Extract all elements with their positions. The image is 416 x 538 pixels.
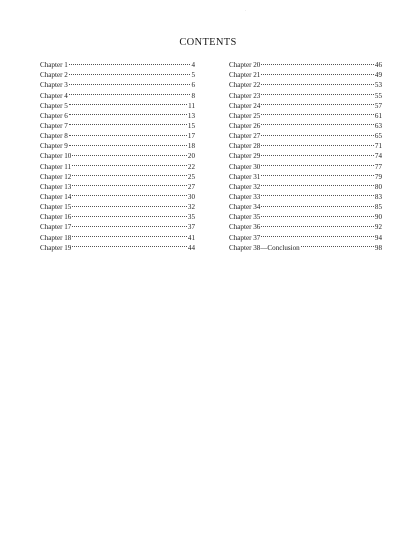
dot-leader xyxy=(261,128,374,138)
toc-entry-page-number: 77 xyxy=(374,162,382,171)
dot-leader xyxy=(72,240,187,250)
dot-leader xyxy=(72,219,187,229)
toc-entry-page-number: 5 xyxy=(191,71,195,80)
dot-leader xyxy=(261,229,374,239)
dot-leader xyxy=(261,219,374,229)
dot-leader xyxy=(72,229,187,239)
toc-entry-label: Chapter 33 xyxy=(229,192,261,201)
toc-entry-label: Chapter 6 xyxy=(40,111,68,120)
toc-entry-label: Chapter 8 xyxy=(40,132,68,141)
dot-leader xyxy=(69,108,187,118)
toc-entry-label: Chapter 25 xyxy=(229,111,261,120)
dot-leader xyxy=(72,209,187,219)
toc-entry-label: Chapter 22 xyxy=(229,81,261,90)
toc-entry-label: Chapter 12 xyxy=(40,172,72,181)
toc-right-column xyxy=(229,57,382,250)
dot-leader xyxy=(261,209,374,219)
toc-entry-page-number: 46 xyxy=(374,61,382,70)
toc-entry-page-number: 30 xyxy=(187,192,195,201)
dot-leader xyxy=(261,87,374,97)
toc-entry-page-number: 57 xyxy=(374,101,382,110)
toc-entry-page-number: 20 xyxy=(187,152,195,161)
toc-entry-label: Chapter 31 xyxy=(229,172,261,181)
dot-leader xyxy=(261,179,374,189)
dot-leader xyxy=(261,189,374,199)
toc-entry-label: Chapter 7 xyxy=(40,121,68,130)
toc-entry-page-number: 22 xyxy=(187,162,195,171)
toc-left-column xyxy=(40,57,195,250)
dot-leader xyxy=(261,57,374,67)
toc-entry-page-number: 18 xyxy=(187,142,195,151)
toc-entry-page-number: 8 xyxy=(191,91,195,100)
toc-entry-page-number: 37 xyxy=(187,223,195,232)
dot-leader xyxy=(261,77,374,87)
dot-leader xyxy=(261,67,374,77)
toc-entry-label: Chapter 23 xyxy=(229,91,261,100)
dot-leader xyxy=(69,67,191,77)
toc-entry-page-number: 83 xyxy=(374,192,382,201)
dot-leader xyxy=(261,98,374,108)
toc-entry-label: Chapter 29 xyxy=(229,152,261,161)
toc-entry-page-number: 94 xyxy=(374,233,382,242)
toc-entry-label: Chapter 34 xyxy=(229,203,261,212)
toc-entry-page-number: 90 xyxy=(374,213,382,222)
toc-entry-page-number: 79 xyxy=(374,172,382,181)
toc-entry-label: Chapter 24 xyxy=(229,101,261,110)
dot-leader xyxy=(261,169,374,179)
toc-entry xyxy=(229,57,382,70)
toc-entry-label: Chapter 19 xyxy=(40,243,72,252)
toc-entry-page-number: 35 xyxy=(187,213,195,222)
dot-leader xyxy=(72,199,187,209)
page-title: CONTENTS xyxy=(179,37,237,48)
toc-entry-label: Chapter 17 xyxy=(40,223,72,232)
toc-entry-label: Chapter 9 xyxy=(40,142,68,151)
toc-entry-label: Chapter 15 xyxy=(40,203,72,212)
toc-entry-page-number: 65 xyxy=(374,132,382,141)
dot-leader xyxy=(72,179,187,189)
dot-leader xyxy=(261,108,374,118)
toc-entry-page-number: 32 xyxy=(187,203,195,212)
toc-entry-page-number: 63 xyxy=(374,121,382,130)
toc-entry-label: Chapter 20 xyxy=(229,61,261,70)
toc-entry-label: Chapter 13 xyxy=(40,182,72,191)
dot-leader xyxy=(301,240,374,250)
toc-entry-page-number: 80 xyxy=(374,182,382,191)
dot-leader xyxy=(72,148,187,158)
toc-entry-page-number: 53 xyxy=(374,81,382,90)
toc-entry-label: Chapter 14 xyxy=(40,192,72,201)
toc-entry-label: Chapter 1 xyxy=(40,61,68,70)
toc-entry-page-number: 71 xyxy=(374,142,382,151)
dot-leader xyxy=(69,87,191,97)
toc-entry-page-number: 6 xyxy=(191,81,195,90)
toc-entry-page-number: 49 xyxy=(374,71,382,80)
toc-entry-label: Chapter 30 xyxy=(229,162,261,171)
dot-leader xyxy=(69,57,191,67)
toc-entry-label: Chapter 10 xyxy=(40,152,72,161)
toc-entry-page-number: 92 xyxy=(374,223,382,232)
toc-entry xyxy=(40,57,195,70)
toc-entry-label: Chapter 27 xyxy=(229,132,261,141)
toc-entry-label: Chapter 35 xyxy=(229,213,261,222)
toc-entry-label: Chapter 11 xyxy=(40,162,72,171)
toc-entry-label: Chapter 32 xyxy=(229,182,261,191)
toc-entry-page-number: 13 xyxy=(187,111,195,120)
toc-entry-page-number: 17 xyxy=(187,132,195,141)
dot-leader xyxy=(69,128,187,138)
toc-entry-page-number: 41 xyxy=(187,233,195,242)
toc-entry-page-number: 44 xyxy=(187,243,195,252)
toc-entry-label: Chapter 4 xyxy=(40,91,68,100)
dot-leader xyxy=(69,98,187,108)
dot-leader xyxy=(72,169,187,179)
toc-entry-page-number: 98 xyxy=(374,243,382,252)
dot-leader xyxy=(261,138,374,148)
dot-leader xyxy=(261,118,374,128)
toc-entry-label: Chapter 2 xyxy=(40,71,68,80)
toc-entry-page-number: 4 xyxy=(191,61,195,70)
toc-entry-label: Chapter 28 xyxy=(229,142,261,151)
toc-entry-page-number: 55 xyxy=(374,91,382,100)
toc-entry-page-number: 61 xyxy=(374,111,382,120)
toc-entry-label: Chapter 37 xyxy=(229,233,261,242)
toc-entry-page-number: 85 xyxy=(374,203,382,212)
dot-leader xyxy=(72,189,187,199)
dot-leader xyxy=(261,158,374,168)
dot-leader xyxy=(261,199,374,209)
toc-entry-page-number: 11 xyxy=(188,101,195,110)
toc-entry-label: Chapter 5 xyxy=(40,101,68,110)
toc-entry-label: Chapter 21 xyxy=(229,71,261,80)
toc-entry-page-number: 25 xyxy=(187,172,195,181)
toc-entry-label: Chapter 18 xyxy=(40,233,72,242)
dot-leader xyxy=(72,158,187,168)
toc-entry-page-number: 15 xyxy=(187,121,195,130)
dot-leader xyxy=(69,118,187,128)
toc-entry-label: Chapter 36 xyxy=(229,223,261,232)
toc-entry-label: Chapter 3 xyxy=(40,81,68,90)
toc-entry-label: Chapter 26 xyxy=(229,121,261,130)
dot-leader xyxy=(69,77,191,87)
dot-leader xyxy=(69,138,187,148)
page-mark: · xyxy=(245,8,247,13)
toc-entry-page-number: 74 xyxy=(374,152,382,161)
toc-entry-label: Chapter 38—Conclusion xyxy=(229,243,300,252)
toc-entry-page-number: 27 xyxy=(187,182,195,191)
toc-entry-label: Chapter 16 xyxy=(40,213,72,222)
dot-leader xyxy=(261,148,374,158)
